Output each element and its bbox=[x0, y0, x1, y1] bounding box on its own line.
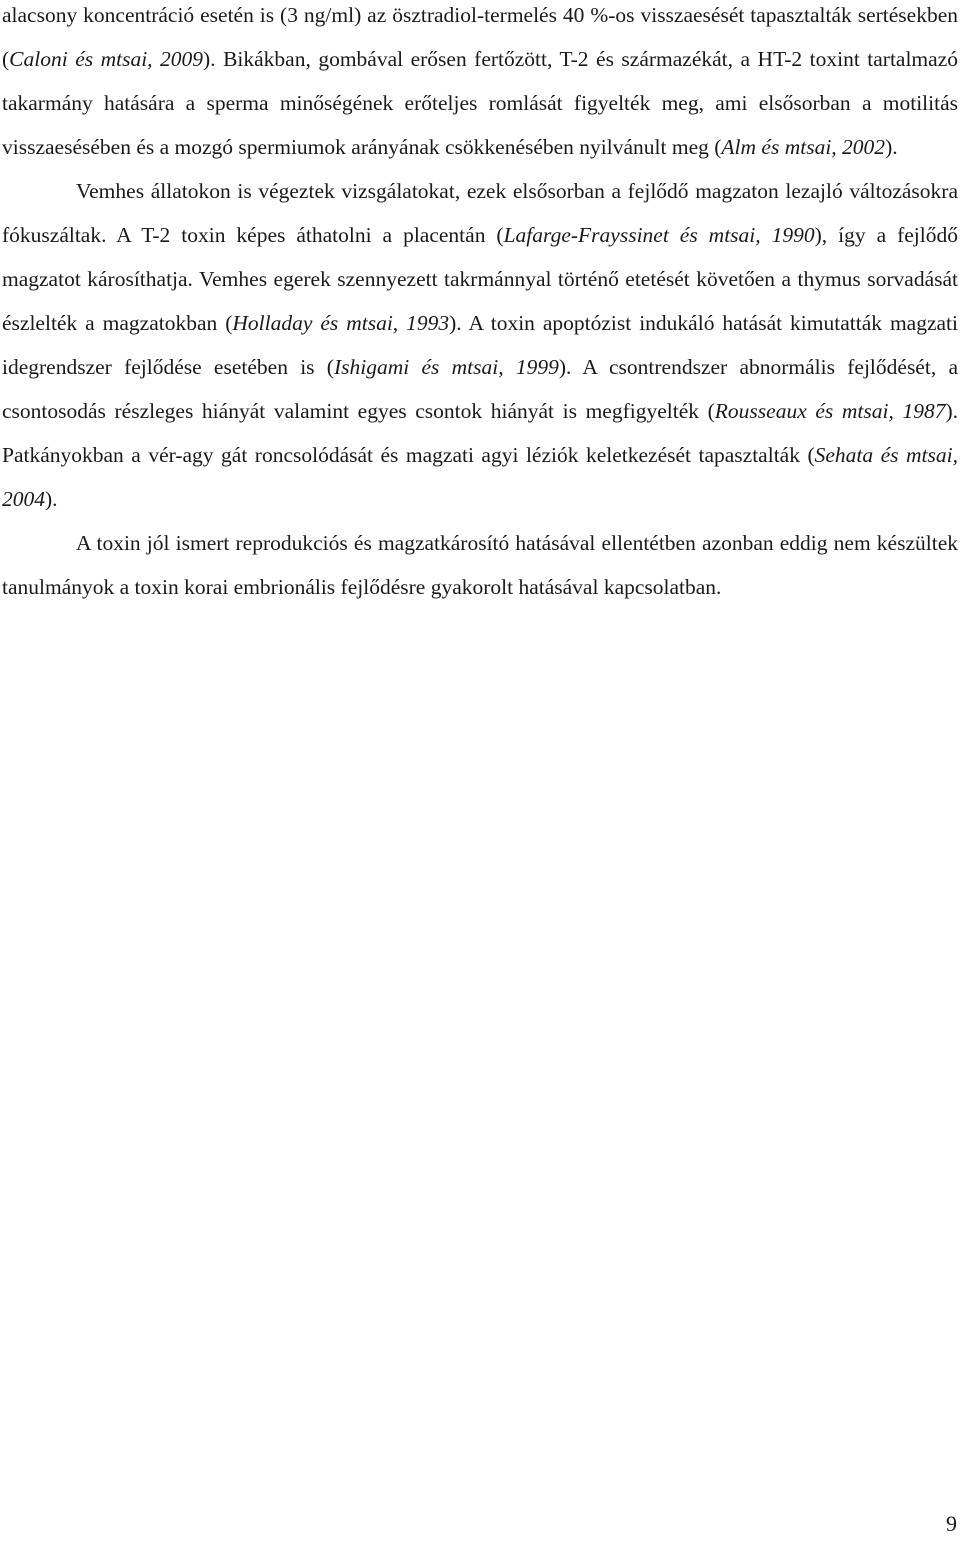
text-run: ). A toxin apoptózist indukáló hatását kimutatták magzati idegrendszer fejlődése esetében is ( bbox=[2, 311, 958, 379]
citation: Holladay és mtsai, 1993 bbox=[232, 311, 450, 335]
text-run: alacsony koncentráció esetén is (3 ng/ml) az ösztradiol-termelés 40 %-os visszaesését tapasztalták sertésekben ( bbox=[2, 3, 958, 71]
text-run: ), így a fejlődő magzatot károsíthatja. Vemhes egerek szennyezett takrmánnyal történő etetését követően a thymus sorvadását észlelték a magzatokban ( bbox=[2, 223, 959, 335]
citation: Lafarge-Frayssinet és mtsai, 1990 bbox=[503, 223, 815, 247]
text-run: ). A csontrendszer abnormális fejlődését, a csontosodás részleges hiányát valamint egyes csontok hiányát is megfigyelték ( bbox=[2, 355, 958, 423]
paragraph-3 bbox=[2, 521, 958, 609]
text-run: ). Bikákban, gombával erősen fertőzött, T-2 és származékát, a HT-2 toxint tartalmazó takarmány hatására a sperma minőségének erőteljes romlását figyelték meg, ami elsősorban a motilitás visszaesésében és a mozgó spermiumok arányának csökkenésében nyilvánult meg ( bbox=[2, 47, 958, 159]
citation: Caloni és mtsai, 2009 bbox=[9, 47, 204, 71]
text-run: ). bbox=[45, 487, 58, 511]
text-run: ). bbox=[885, 135, 898, 159]
citation: Alm és mtsai, 2002 bbox=[721, 135, 886, 159]
text-run: ). Patkányokban a vér-agy gát roncsolódását és magzati agyi léziók keletkezését tapasztalták ( bbox=[2, 399, 958, 467]
text-run: Vemhes állatokon is végeztek vizsgálatokat, ezek elsősorban a fejlődő magzaton lezajló változásokra fókuszáltak. A T-2 toxin képes áthatolni a placentán ( bbox=[2, 179, 958, 247]
text-run: A toxin jól ismert reprodukciós és magzatkárosító hatásával ellentétben azonban eddig nem készültek tanulmányok a toxin korai embrionális fejlődésre gyakorolt hatásával kapcsolatban. bbox=[2, 531, 958, 599]
paragraph-1 bbox=[2, 0, 958, 169]
paragraph-2 bbox=[2, 169, 958, 521]
body-text bbox=[2, 0, 958, 609]
citation: Ishigami és mtsai, 1999 bbox=[333, 355, 559, 379]
citation: Rousseaux és mtsai, 1987 bbox=[714, 399, 946, 423]
citation: Sehata és mtsai, 2004 bbox=[2, 443, 958, 511]
page-number: 9 bbox=[946, 1511, 957, 1536]
